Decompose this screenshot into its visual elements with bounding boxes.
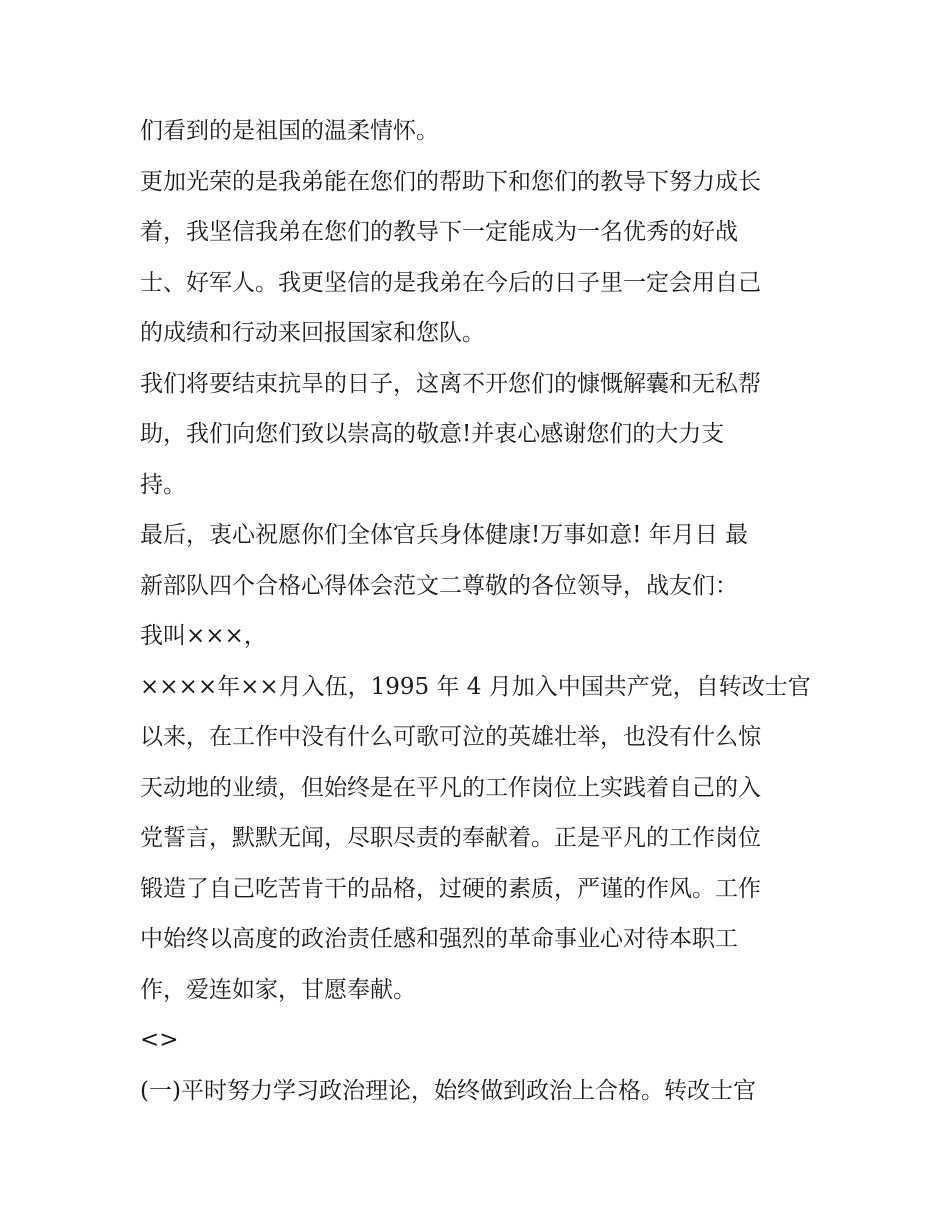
- text-line: 作，爱连如家，甘愿奉献。: [140, 976, 416, 1003]
- text-line: 的成绩和行动来回报国家和您队。: [140, 320, 485, 346]
- body-text: [140, 106, 820, 1116]
- text-line: 锻造了自己吃苦肯干的品格，过硬的素质，严谨的作风。工作: [140, 875, 761, 902]
- text-line: 助，我们向您们致以崇高的敬意!并衷心感谢您们的大力支: [140, 421, 725, 447]
- text-line: 天动地的业绩，但始终是在平凡的工作岗位上实践着自己的入: [140, 774, 761, 801]
- text-line: 以来，在工作中没有什么可歌可泣的英雄壮举，也没有什么惊: [140, 724, 761, 750]
- text-line: (一)平时努力学习政治理论，始终做到政治上合格。转改士官: [140, 1077, 756, 1104]
- text-line: 持。: [140, 471, 186, 498]
- text-line: ××××年××月入伍，1995 年 4 月加入中国共产党，自转改士官: [140, 673, 811, 700]
- text-line: 我叫×××，: [140, 623, 267, 649]
- text-line: 们看到的是祖国的温柔情怀。: [140, 118, 439, 144]
- text-line: 新部队四个合格心得体会范文二尊敬的各位领导，战友们：: [140, 572, 738, 599]
- text-line: 着，我坚信我弟在您们的教导下一定能成为一名优秀的好战: [140, 219, 738, 245]
- text-line: 中始终以高度的政治责任感和强烈的革命事业心对待本职工: [140, 926, 738, 952]
- text-line: 最后，衷心祝愿你们全体官兵身体健康!万事如意! 年月日 最: [140, 522, 749, 548]
- text-line: 党誓言，默默无闻，尽职尽责的奉献着。正是平凡的工作岗位: [140, 825, 761, 851]
- text-line: 我们将要结束抗旱的日子，这离不开您们的慷慨解囊和无私帮: [140, 370, 761, 397]
- text-line: 更加光荣的是我弟能在您们的帮助下和您们的教导下努力成长: [140, 168, 761, 195]
- text-line: 士、好军人。我更坚信的是我弟在今后的日子里一定会用自己: [140, 269, 761, 296]
- text-line: <>: [140, 1027, 179, 1053]
